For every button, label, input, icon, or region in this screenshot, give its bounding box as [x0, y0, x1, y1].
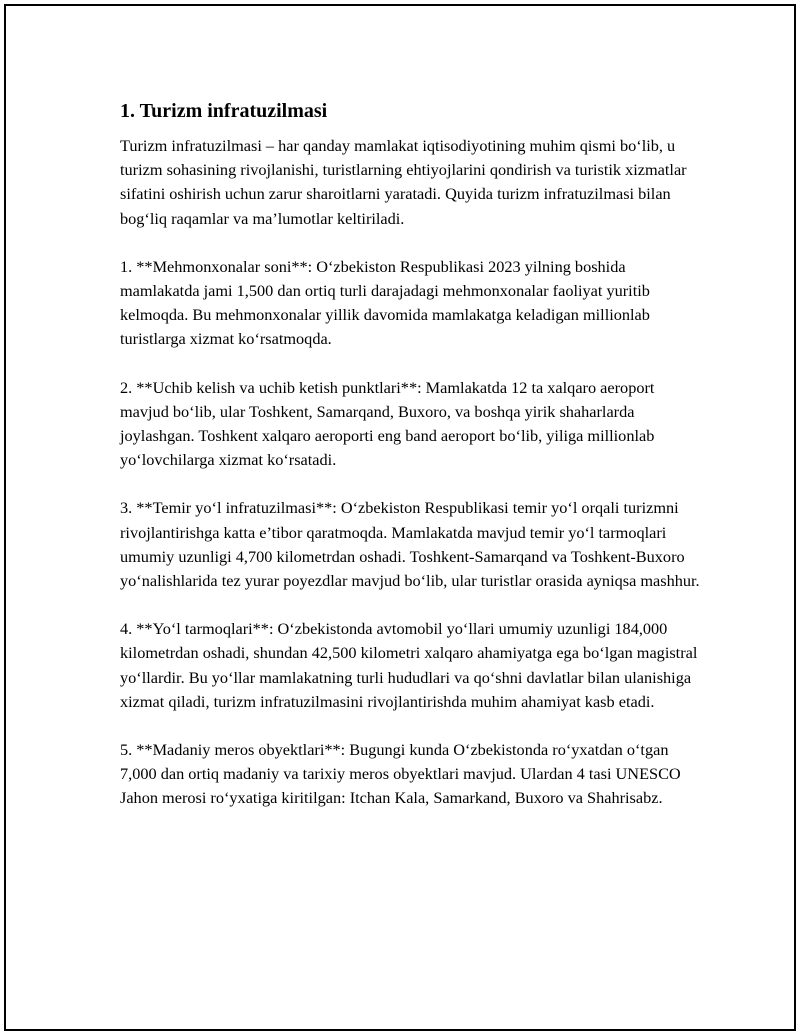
- page-frame: [4, 4, 796, 1031]
- paragraph-airports: 2. **Uchib kelish va uchib ketish punktlari**: Mamlakatda 12 ta xalqaro aeroport mavjud bo‘lib, ular Toshkent, Samarqand, Buxoro, va boshqa yirik shaharlarda joylashgan. Toshkent xalqaro aeroporti eng band aeroport bo‘lib, yiliga millionlab yo‘lovchilarga xizmat ko‘rsatadi.: [120, 377, 655, 470]
- paragraph-roads: 4. **Yo‘l tarmoqlari**: O‘zbekistonda avtomobil yo‘llari umumiy uzunligi 184,000 kilometrdan oshadi, shundan 42,500 kilometri xalqaro ahamiyatga ega bo‘lgan magistral yo‘llardir. Bu yo‘llar mamlakatning turli hududlari va qo‘shni davlatlar bilan ulanishiga xizmat qiladi, turizm infratuzilmasini rivojlantirishda muhim ahamiyat kasb etadi.: [120, 619, 698, 711]
- section-heading: 1. Turizm infratuzilmasi: [120, 100, 328, 122]
- paragraph-heritage: 5. **Madaniy meros obyektlari**: Bugungi kunda O‘zbekistonda ro‘yxatdan o‘tgan 7,000 dan ortiq madaniy va tarixiy meros obyektlari mavjud. Ulardan 4 tasi UNESCO Jahon merosi ro‘yxatiga kiritilgan: Itchan Kala, Samarkand, Buxoro va Shahrisabz.: [120, 740, 681, 808]
- paragraph-railways: 3. **Temir yo‘l infratuzilmasi**: O‘zbekiston Respublikasi temir yo‘l orqali turizmni rivojlantirishga katta e’tibor qaratmoqda. Mamlakatda mavjud temir yo‘l tarmoqlari umumiy uzunligi 4,700 kilometrdan oshadi. Toshkent-Samarqand va Toshkent-Buxoro yo‘nalishlarida tez yurar poyezdlar mavjud bo‘lib, ular turistlar orasida ayniqsa mashhur.: [120, 498, 700, 591]
- paragraph-hotels: 1. **Mehmonxonalar soni**: O‘zbekiston Respublikasi 2023 yilning boshida mamlakatda jami 1,500 dan ortiq turli darajadagi mehmonxonalar faoliyat yuritib kelmoqda. Bu mehmonxonalar yillik davomida mamlakatga keladigan millionlab turistlarga xizmat ko‘rsatmoqda.: [120, 256, 650, 349]
- document-body: [120, 98, 700, 835]
- intro-paragraph: Turizm infratuzilmasi – har qanday mamlakat iqtisodiyotining muhim qismi bo‘lib, u turizm sohasining rivojlanishi, turistlarning ehtiyojlarini qondirish va turistik xizmatlar sifatini oshirish uchun zarur sharoitlarni yaratadi. Quyida turizm infratuzilmasi bilan bog‘liq raqamlar va ma’lumotlar keltiriladi.: [120, 136, 687, 228]
